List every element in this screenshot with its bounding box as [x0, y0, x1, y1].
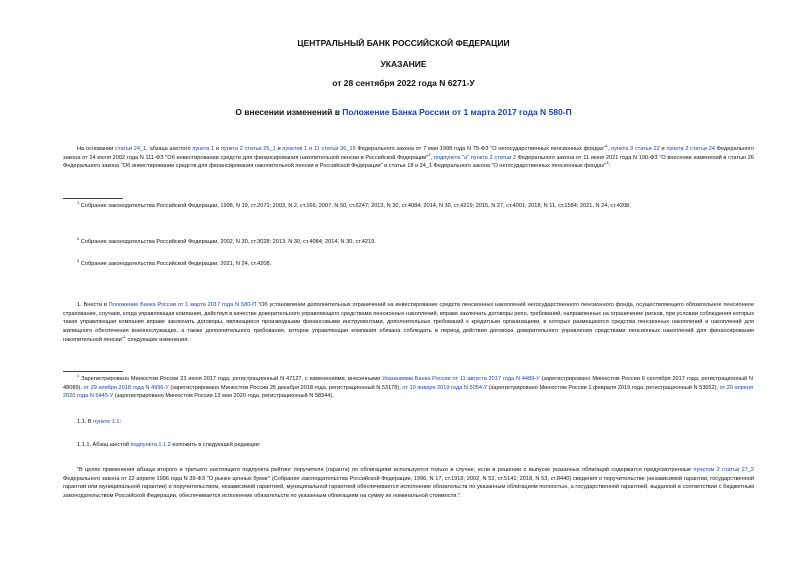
- basis-text: и: [659, 146, 667, 152]
- footnote: [63, 260, 753, 269]
- footnote-link[interactable]: Указаниями Банка России от 11 августа 2017 года N 4489-У: [382, 376, 540, 382]
- basis-link[interactable]: пункта 1: [192, 146, 215, 152]
- footnote-ref[interactable]: 1: [605, 143, 608, 149]
- basis-link[interactable]: статьи 24_1: [115, 146, 147, 152]
- title-prefix: О внесении изменений в: [235, 107, 343, 117]
- quote-paragraph: [63, 466, 754, 501]
- footnote-text: (зарегистрировано Минюстом России 6 сентября 2017 года, регистрационный N 48089),: [63, 376, 753, 391]
- quote-text: Федерального закона от 22 апреля 1996 года N 39-ФЗ "О рынке ценных бумаг" (Собрание законодательства Российской Федерации, 1996, N 17, ст.1918; 2002, N 52, ст.5141; 2018, N 53, ст.8440) сведения о поручительстве (независимой гарантии, государственной гарантии или муниципальной гарантии) и поручительством, независимой гарантией, муниципальной гарантией обеспечивается исполнение обязательств по указанным облигациям полностью, а государственной гарантией, выданной в соответствии с бюджетным законодательством Российской Федерации, обеспечивается исполнение обязательств по указанным облигациям на сумму их номинальной стоимости.".: [63, 475, 754, 500]
- basis-text: и: [214, 146, 221, 152]
- item-text: следующие изменения:: [125, 336, 189, 343]
- basis-text: Федерального закона от 11 июня 2021 года N 190-ФЗ "О внесении изменений в статью 26 Федерального закона "Об инвестировании средств для финансирования накопительной пенсии в Российской Федерации" и статьи 18 и 24_1 Федерального закона "О негосударственных пенсионных фондах": [63, 154, 755, 170]
- quote-link[interactable]: пунктом 2 статьи 27_2: [693, 467, 755, 473]
- item-text: :: [119, 419, 122, 425]
- basis-link[interactable]: пункта 2 статьи 24: [666, 146, 716, 152]
- item-link[interactable]: подпункта 1.1.2: [130, 442, 171, 448]
- item-text: 1.1. В: [77, 419, 94, 425]
- org-name: ЦЕНТРАЛЬНЫЙ БАНК РОССИЙСКОЙ ФЕДЕРАЦИИ: [297, 38, 510, 48]
- footnote-ref[interactable]: 2: [428, 151, 431, 157]
- doc-date: от 28 сентября 2022 года N 6271-У: [332, 78, 475, 88]
- item-1-1-1: [63, 441, 754, 450]
- footnote-link[interactable]: от 20 апреля 2020 года N 5445-У: [63, 384, 753, 400]
- footnote-text: (зарегистрировано Минюстом России 13 мая 2020 года, регистрационный N 58344).: [113, 393, 334, 400]
- footnote-separator: [63, 198, 123, 199]
- item-link[interactable]: Положение Банка России от 1 марта 2017 года N 580-П: [108, 302, 257, 308]
- footnote-mark: 2: [77, 236, 80, 242]
- doc-title: [0, 107, 807, 117]
- basis-link[interactable]: подпункта "а" пункта 2 статьи 2: [433, 154, 517, 161]
- basis-text: Федерального закона от 7 мая 1998 года N 75-ФЗ "О негосударственных пенсионных фондах": [355, 146, 606, 152]
- basis-text: ,: [607, 146, 612, 152]
- footnote-text: Собрание законодательства Российской Федерации, 2002, N 30, ст.3028; 2013, N 30, ст.4084; 2014, N 30, ст.4219.: [80, 239, 376, 245]
- item-text: 1. Внести в: [77, 302, 109, 308]
- basis-link[interactable]: пунктов 1 и 11 статьи 36_15: [282, 146, 356, 152]
- footnote-ref[interactable]: 1: [123, 333, 126, 339]
- basis-text: ,: [430, 154, 434, 161]
- footnote-link[interactable]: от 10 января 2019 года N 5054-У: [402, 384, 488, 391]
- basis-text: и: [275, 146, 283, 152]
- doc-type: УКАЗАНИЕ: [380, 59, 427, 69]
- basis-paragraph: [63, 145, 754, 171]
- basis-text: На основании: [77, 146, 116, 152]
- footnote-text: (зарегистрировано Минюстом России 1 февраля 2019 года, регистрационный N 53652),: [487, 384, 720, 391]
- basis-link[interactable]: пункта 3 статьи 22: [611, 146, 660, 152]
- item-1-paragraph: [63, 301, 754, 345]
- footnote: [63, 375, 753, 401]
- footnote-link[interactable]: от 29 ноября 2018 года N 4996-У: [83, 384, 169, 391]
- footnote-mark: 3: [77, 258, 80, 264]
- item-1-1: [63, 418, 754, 427]
- item-text: "Об установлении дополнительных ограничений на инвестирование средств пенсионных накоплений негосударственного пенсионного фонда, осуществляющего обязательное пенсионное страхование, случаев, когда управляющая компания, действуя в качестве доверительного управляющего средствами пенсионных накоплений, вправе заключать договоры репо, требований, направленных на ограничение рисков, при условии соблюдения которых такая управляющая компания вправе заключать договоры, являющиеся производными финансовыми инструментами, дополнительных требований к кредитным организациям, в которых размещаются средства пенсионных накоплений и накоплений для жилищного обеспечения военнослужащих, а также дополнительного требования, которое управляющая компания обязана соблюдать в период действия договора доверительного управления средствами пенсионных накоплений для финансирования накопительной пенсии": [63, 302, 754, 343]
- footnote: [63, 202, 753, 211]
- footnote-mark: 1: [77, 373, 80, 379]
- title-link[interactable]: Положение Банка России от 1 марта 2017 года N 580-П: [342, 107, 572, 117]
- basis-text: :: [608, 163, 611, 170]
- item-link[interactable]: пункте 1.1: [93, 419, 120, 425]
- footnote-mark: 1: [77, 200, 80, 206]
- basis-text: Федерального закона от 24 июля 2002 года N 111-ФЗ "Об инвестировании средств для финансирования накопительной пенсии в Российской Федерации": [63, 146, 755, 161]
- quote-text: "В целях применения абзаца второго и третьего настоящего подпункта рейтинг поручителя (гаранта) по облигациям используется только в случае, если в решении о выпуске указанных облигаций содержатся предусмотренные: [77, 467, 694, 473]
- basis-link[interactable]: пункта 2 статьи 25_1: [220, 146, 276, 152]
- footnote-separator: [63, 371, 123, 372]
- basis-text: , абзаца шестого: [146, 146, 193, 152]
- footnote-ref[interactable]: 3: [606, 160, 609, 166]
- footnote-text: Собрание законодательства Российской Федерации, 1998, N 19, ст.2071; 2003, N 2, ст.166; 2007, N 50, ст.6247; 2013, N 30, ст.4084; 2014, N 30, ст.4219; 2015, N 27, ст.4001; 2018, N 11, ст.1584; 2021, N 24, ст.4208.: [80, 203, 631, 209]
- item-text: 1.1.1. Абзац шестой: [77, 442, 131, 448]
- footnote-text: (зарегистрировано Минюстом России 26 декабря 2018 года, регистрационный N 53178),: [168, 384, 403, 391]
- item-text: изложить в следующей редакции:: [170, 442, 261, 448]
- footnote: [63, 238, 753, 247]
- footnote-text: Зарегистрировано Минюстом России 23 июня 2017 года, регистрационный N 47127, с изменениями, внесенными: [79, 376, 383, 382]
- footnote-text: Собрание законодательства Российской Федерации, 2021, N 24, ст.4208.: [80, 261, 272, 267]
